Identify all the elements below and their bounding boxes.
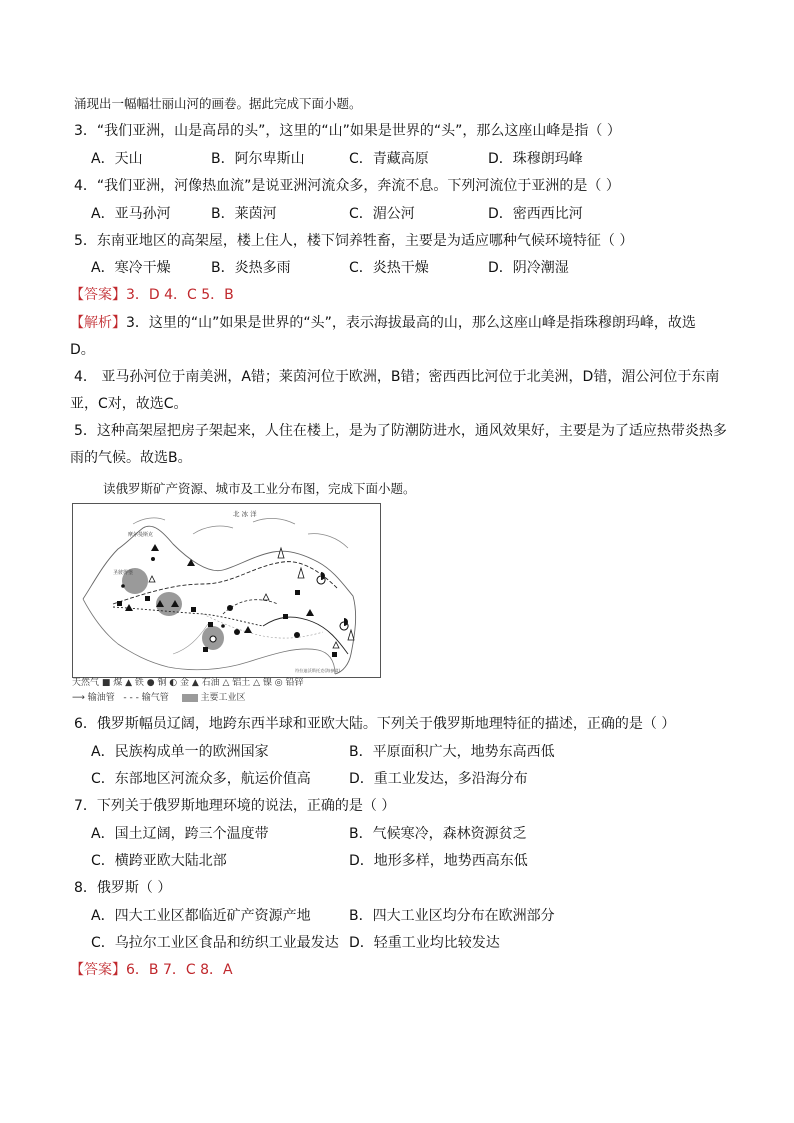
q5-option-b: B．炎热多雨 bbox=[211, 260, 291, 276]
answer-values: 3．D 4．C 5．B bbox=[126, 287, 234, 303]
analysis-tag: 【解析】 bbox=[70, 315, 126, 331]
analysis-line-5: 5．这种高架屋把房子架起来，人住在楼上，是为了防潮防进水，通风效果好，主要是为了适应热带炎热多 bbox=[74, 423, 727, 439]
legend-resources: 天然气 ■ 煤 ▲ 铁 ● 铜 ◐ 金 ▲ 石油 △ 铝土 △ 镍 ◎ 铅锌 bbox=[72, 678, 304, 688]
russia-resource-map bbox=[72, 503, 381, 678]
intro-text: 涌现出一幅幅壮丽山河的画卷。据此完成下面小题。 bbox=[74, 96, 362, 111]
q3-option-b: B．阿尔卑斯山 bbox=[211, 151, 305, 167]
q4-option-a: A．亚马孙河 bbox=[91, 206, 171, 222]
question-7-stem: 7．下列关于俄罗斯地理环境的说法，正确的是（ ） bbox=[74, 798, 396, 814]
analysis-line-1 bbox=[70, 313, 696, 333]
q4-option-b: B．莱茵河 bbox=[211, 206, 277, 222]
q7-option-c: C．横跨亚欧大陆北部 bbox=[91, 853, 227, 869]
answer-block-2 bbox=[70, 960, 233, 980]
map-legend-row-2 bbox=[72, 692, 245, 704]
analysis-line-4: 亚，C对，故选C。 bbox=[70, 396, 188, 412]
sea-label: 北 冰 洋 bbox=[233, 510, 257, 518]
intro-text-2: 读俄罗斯矿产资源、城市及工业分布图，完成下面小题。 bbox=[103, 481, 416, 496]
q5-option-a: A．寒冷干燥 bbox=[91, 260, 171, 276]
answer-tag: 【答案】 bbox=[70, 287, 126, 303]
legend-industrial-area: 主要工业区 bbox=[200, 693, 246, 703]
answer-block-1 bbox=[70, 285, 234, 305]
q7-option-d: D．地形多样，地势西高东低 bbox=[349, 853, 528, 869]
q6-option-a: A．民族构成单一的欧洲国家 bbox=[91, 744, 269, 760]
q8-option-b: B．四大工业区均分布在欧洲部分 bbox=[349, 908, 555, 924]
q8-option-d: D．轻重工业均比较发达 bbox=[349, 935, 500, 951]
question-8-stem: 8．俄罗斯（ ） bbox=[74, 880, 172, 896]
city-label-murmansk: 摩尔曼斯克 bbox=[128, 532, 154, 538]
q3-option-c: C．青藏高原 bbox=[349, 151, 429, 167]
question-4-stem: 4．“我们亚洲，河像热血流”是说亚洲河流众多，奔流不息。下列河流位于亚洲的是（ ） bbox=[74, 178, 620, 194]
q8-option-a: A．四大工业区都临近矿产资源产地 bbox=[91, 908, 311, 924]
analysis-line-2: D。 bbox=[70, 342, 95, 358]
q3-option-d: D．珠穆朗玛峰 bbox=[488, 151, 583, 167]
q5-option-d: D．阴冷潮湿 bbox=[488, 260, 569, 276]
q5-option-c: C．炎热干燥 bbox=[349, 260, 429, 276]
q4-option-d: D．密西西比河 bbox=[488, 206, 583, 222]
oil-pipeline-symbol: ⟶ bbox=[72, 693, 88, 703]
q7-option-a: A．国土辽阔，跨三个温度带 bbox=[91, 826, 269, 842]
answer-values-2: 6．B 7．C 8．A bbox=[126, 962, 233, 978]
city-label-vladivostok: 符拉迪沃斯托克(海参崴) bbox=[295, 668, 341, 673]
analysis-line-3: 4． 亚马孙河位于南美洲，A错；莱茵河位于欧洲，B错；密西西比河位于北美洲，D错，湄公河位于东南 bbox=[74, 369, 720, 385]
q6-option-d: D．重工业发达，多沿海分布 bbox=[349, 771, 528, 787]
q6-option-b: B．平原面积广大，地势东高西低 bbox=[349, 744, 555, 760]
map-drawing bbox=[73, 504, 380, 677]
legend-gas-pipeline: 输气管 bbox=[141, 693, 169, 703]
analysis-text-1: 3．这里的“山”如果是世界的“头”，表示海拔最高的山，那么这座山峰是指珠穆朗玛峰，故选 bbox=[126, 315, 696, 331]
q3-option-a: A．天山 bbox=[91, 151, 143, 167]
q8-option-c: C．乌拉尔工业区食品和纺织工业最发达 bbox=[91, 935, 339, 951]
map-legend-row-1 bbox=[72, 677, 304, 689]
analysis-line-6: 雨的气候。故选B。 bbox=[70, 450, 192, 466]
city-label-stpetersburg: 圣彼得堡 bbox=[113, 570, 134, 576]
question-6-stem: 6．俄罗斯幅员辽阔，地跨东西半球和亚欧大陆。下列关于俄罗斯地理特征的描述，正确的是（ ） bbox=[74, 716, 676, 732]
industrial-area-swatch bbox=[182, 694, 198, 702]
q7-option-b: B．气候寒冷，森林资源贫乏 bbox=[349, 826, 527, 842]
q4-option-c: C．湄公河 bbox=[349, 206, 415, 222]
answer-tag-2: 【答案】 bbox=[70, 962, 126, 978]
question-5-stem: 5．东南亚地区的高架屋，楼上住人，楼下饲养牲畜，主要是为适应哪种气候环境特征（ ） bbox=[74, 233, 634, 249]
gas-pipeline-symbol: - - - bbox=[117, 693, 142, 703]
q6-option-c: C．东部地区河流众多，航运价值高 bbox=[91, 771, 311, 787]
legend-oil-pipeline: 输油管 bbox=[87, 693, 115, 703]
question-3-stem: 3．“我们亚洲，山是高昂的头”，这里的“山”如果是世界的“头”，那么这座山峰是指（ ） bbox=[74, 123, 621, 139]
